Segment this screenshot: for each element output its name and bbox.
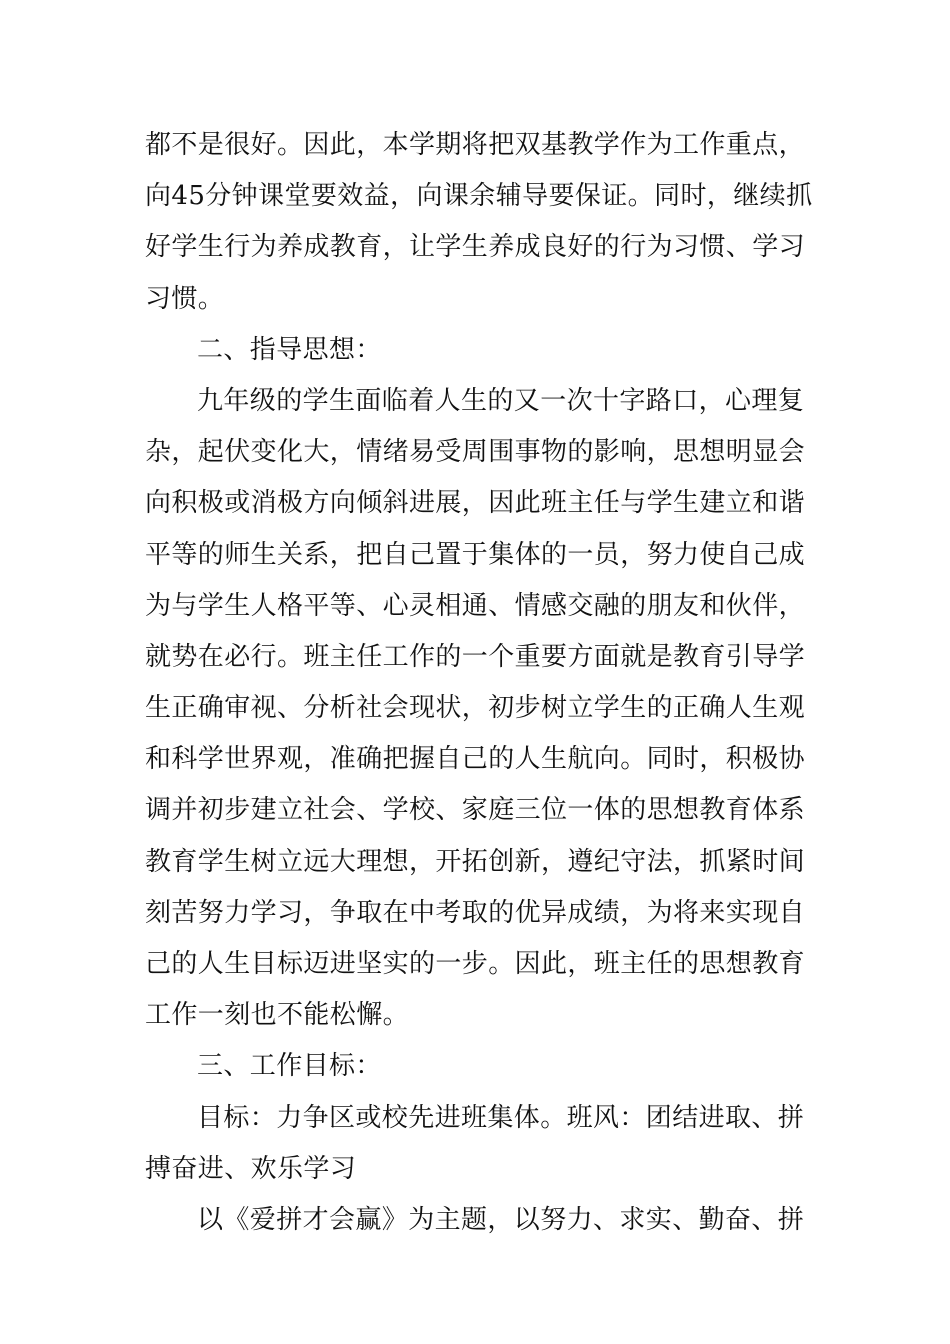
text-line: 己的人生目标迈进坚实的一步。因此，班主任的思想教育 <box>145 949 806 979</box>
text-line: 教育学生树立远大理想，开拓创新，遵纪守法，抓紧时间 <box>145 846 806 877</box>
document-body <box>145 120 813 1246</box>
text-line: 好学生行为养成教育，让学生养成良好的行为习惯、学习 <box>145 232 806 263</box>
text-line: 生正确审视、分析社会现状，初步树立学生的正确人生观 <box>145 693 806 724</box>
text-line: 工作一刻也不能松懈。 <box>145 1000 410 1031</box>
section-heading: 三、工作目标： <box>197 1051 382 1082</box>
text-line: 搏奋进、欢乐学习 <box>145 1153 357 1184</box>
text-line: 就势在必行。班主任工作的一个重要方面就是教育引导学 <box>145 641 806 672</box>
text-line: 向积极或消极方向倾斜进展，因此班主任与学生建立和谐 <box>145 488 806 519</box>
text-line: 都不是很好。因此，本学期将把双基教学作为工作重点， <box>145 130 806 160</box>
text-line: 以《爱拼才会赢》为主题，以努力、求实、勤奋、拼 <box>197 1204 805 1235</box>
text-line: 习惯。 <box>145 283 225 314</box>
text-line: 为与学生人格平等、心灵相通、情感交融的朋友和伙伴， <box>145 590 806 621</box>
text-line: 九年级的学生面临着人生的又一次十字路口，心理复 <box>197 385 805 416</box>
text-line: 和科学世界观，准确把握自己的人生航向。同时，积极协 <box>145 744 806 775</box>
text-line: 调并初步建立社会、学校、家庭三位一体的思想教育体系 <box>145 795 806 826</box>
text-line: 杂，起伏变化大，情绪易受周围事物的影响，思想明显会 <box>145 437 806 468</box>
text-line: 平等的师生关系，把自己置于集体的一员，努力使自己成 <box>145 539 806 570</box>
text-line: 向45分钟课堂要效益，向课余辅导要保证。同时，继续抓 <box>145 181 813 212</box>
text-line: 刻苦努力学习，争取在中考取的优异成绩，为将来实现自 <box>145 897 806 928</box>
section-heading: 二、指导思想： <box>197 334 382 365</box>
text-line: 目标：力争区或校先进班集体。班风：团结进取、拼 <box>197 1102 805 1133</box>
